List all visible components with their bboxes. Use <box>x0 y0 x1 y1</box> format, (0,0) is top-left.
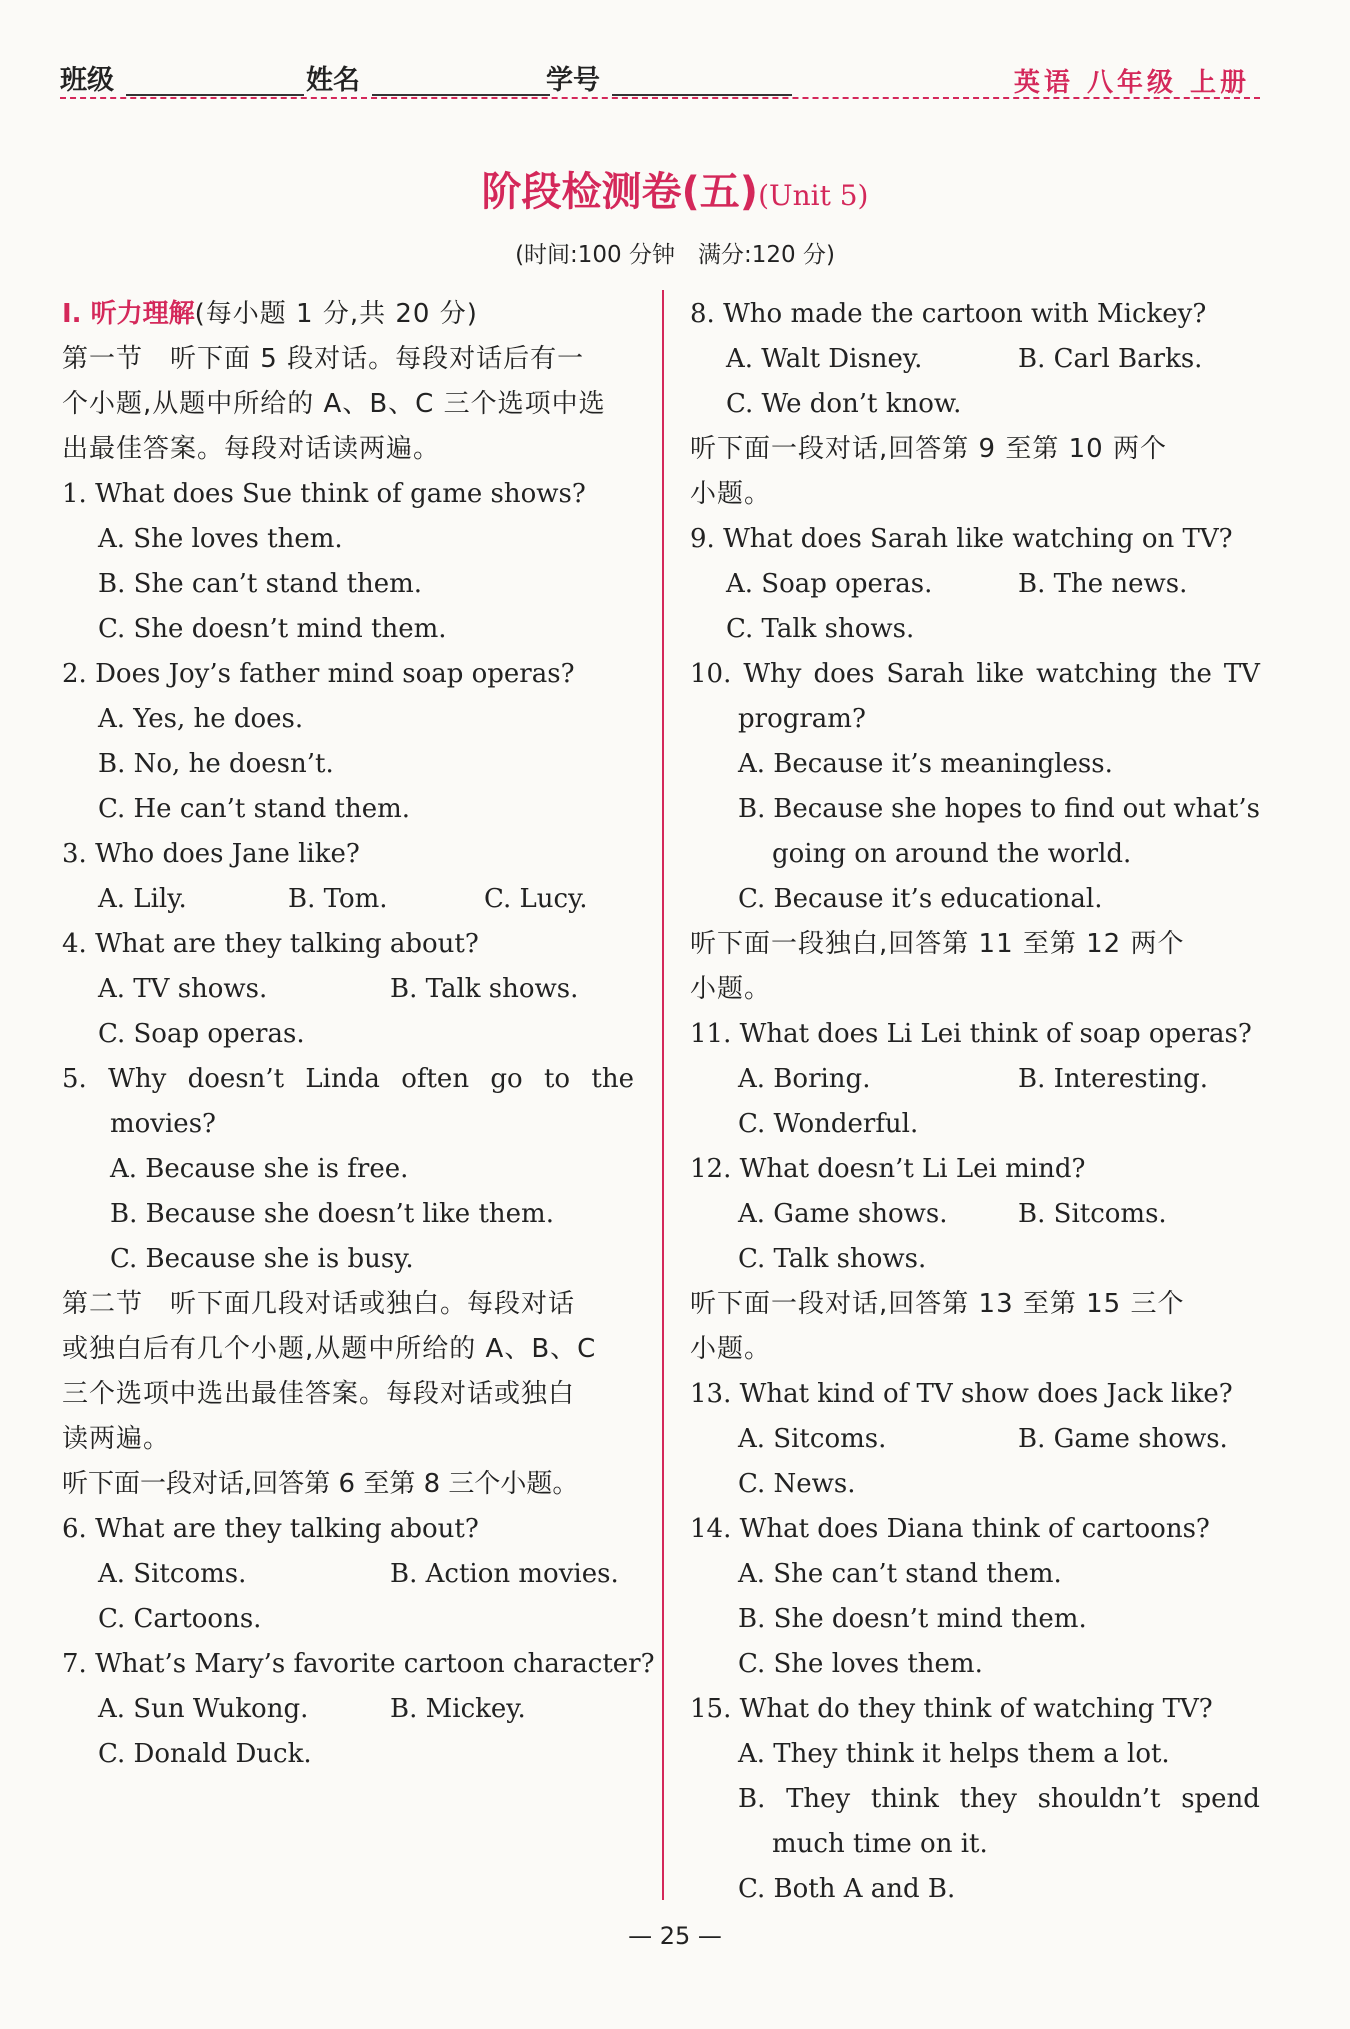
question-stem <box>690 652 1260 697</box>
stem-word: go <box>490 1064 523 1094</box>
option-row <box>62 1552 634 1597</box>
option-row <box>690 1417 1260 1462</box>
option[interactable]: A. Sun Wukong. <box>98 1694 309 1724</box>
option-cont: much time on it. <box>772 1829 988 1859</box>
stem-word: the <box>591 1064 634 1094</box>
stem-word: does <box>813 659 875 689</box>
question-stem: 2. Does Joy’s father mind soap operas? <box>62 659 575 689</box>
option[interactable]: B. Talk shows. <box>390 974 579 1004</box>
instruction: 听下面一段对话,回答第 9 至第 10 两个 <box>690 434 1167 464</box>
question-stem: 6. What are they talking about? <box>62 1514 479 1544</box>
question-stem: 8. Who made the cartoon with Mickey? <box>690 299 1207 329</box>
stem-word: Linda <box>305 1064 380 1094</box>
stem-word: doesn’t <box>187 1064 285 1094</box>
option[interactable]: C. Cartoons. <box>98 1604 262 1634</box>
title-main: 阶段检测卷(五) <box>481 169 759 215</box>
question-stem-cont: movies? <box>110 1109 216 1139</box>
option-word: B. <box>738 794 766 824</box>
question-stem <box>62 1057 634 1102</box>
option[interactable]: A. Walt Disney. <box>726 344 923 374</box>
option[interactable]: A. Sitcoms. <box>738 1424 887 1454</box>
option[interactable]: B. Interesting. <box>1018 1064 1209 1094</box>
header-divider <box>60 97 1260 99</box>
option-word: out <box>1122 794 1166 824</box>
option[interactable]: A. She can’t stand them. <box>738 1559 1062 1589</box>
option-word: to <box>1030 794 1057 824</box>
option-row <box>62 967 634 1012</box>
option[interactable]: A. They think it helps them a lot. <box>738 1739 1170 1769</box>
part1-line: 第一节 听下面 5 段对话。每段对话后有一 <box>62 344 585 374</box>
stem-word: 5. <box>62 1064 87 1094</box>
instruction: 听下面一段独白,回答第 11 至第 12 两个 <box>690 929 1185 959</box>
stem-word: Sarah <box>886 659 965 689</box>
option[interactable]: A. TV shows. <box>98 974 268 1004</box>
option-word: B. <box>738 1784 766 1814</box>
section-note: (每小题 1 分,共 20 分) <box>194 299 478 329</box>
option-row <box>690 562 1260 607</box>
option[interactable]: B. Because she doesn’t like them. <box>110 1199 554 1229</box>
stem-word: to <box>543 1064 571 1094</box>
question-stem-cont: program? <box>738 704 866 734</box>
option[interactable]: A. She loves them. <box>98 524 343 554</box>
option[interactable]: A. Soap operas. <box>726 569 933 599</box>
question-stem: 14. What does Diana think of cartoons? <box>690 1514 1210 1544</box>
option[interactable]: B. She doesn’t mind them. <box>738 1604 1087 1634</box>
option[interactable]: C. Talk shows. <box>738 1244 927 1274</box>
option[interactable]: B. Tom. <box>288 884 388 914</box>
option-word: they <box>959 1784 1017 1814</box>
option[interactable]: C. Because it’s educational. <box>738 884 1103 914</box>
part1-line: 出最佳答案。每段对话读两遍。 <box>62 434 441 464</box>
option[interactable]: C. Because she is busy. <box>110 1244 414 1274</box>
question-stem: 1. What does Sue think of game shows? <box>62 479 586 509</box>
question-stem: 12. What doesn’t Li Lei mind? <box>690 1154 1086 1184</box>
stem-word: often <box>401 1064 470 1094</box>
option[interactable]: B. Game shows. <box>1018 1424 1228 1454</box>
question-stem: 15. What do they think of watching TV? <box>690 1694 1213 1724</box>
question-stem: 9. What does Sarah like watching on TV? <box>690 524 1233 554</box>
option[interactable]: C. She doesn’t mind them. <box>98 614 447 644</box>
option[interactable]: B. No, he doesn’t. <box>98 749 334 779</box>
option[interactable] <box>690 1777 1260 1822</box>
option[interactable]: C. He can’t stand them. <box>98 794 411 824</box>
part2-line: 或独白后有几个小题,从题中所给的 A、B、C <box>62 1334 597 1364</box>
instruction: 小题。 <box>690 1334 772 1364</box>
option[interactable]: A. Because she is free. <box>110 1154 409 1184</box>
option-word: find <box>1064 794 1115 824</box>
option[interactable]: A. Yes, he does. <box>98 704 304 734</box>
stem-word: 10. <box>690 659 732 689</box>
option[interactable]: B. She can’t stand them. <box>98 569 423 599</box>
stem-word: watching <box>1036 659 1158 689</box>
left-column <box>62 292 655 1777</box>
question-stem: 3. Who does Jane like? <box>62 839 360 869</box>
instruction: 小题。 <box>690 974 772 1004</box>
column-divider <box>662 290 664 1900</box>
option[interactable] <box>690 787 1260 832</box>
option[interactable]: A. Lily. <box>98 884 187 914</box>
option[interactable]: A. Because it’s meaningless. <box>738 749 1113 779</box>
page-title <box>0 160 1350 217</box>
part2-line: 读两遍。 <box>62 1424 171 1454</box>
class-label: 班级 <box>60 65 114 96</box>
instruction: 听下面一段对话,回答第 6 至第 8 三个小题。 <box>62 1469 579 1499</box>
option[interactable]: C. News. <box>738 1469 856 1499</box>
option[interactable]: B. Sitcoms. <box>1018 1199 1167 1229</box>
option-word: They <box>786 1784 851 1814</box>
part1-line: 个小题,从题中所给的 A、B、C 三个选项中选 <box>62 389 606 419</box>
option-word: shouldn’t <box>1037 1784 1161 1814</box>
option-row <box>690 337 1260 382</box>
time-info: (时间:100 分钟 满分:120 分) <box>515 242 835 268</box>
option[interactable]: C. She loves them. <box>738 1649 983 1679</box>
question-stem: 4. What are they talking about? <box>62 929 479 959</box>
stem-word: the <box>1169 659 1212 689</box>
part2-line: 第二节 听下面几段对话或独白。每段对话 <box>62 1289 576 1319</box>
stem-word: like <box>976 659 1025 689</box>
id-label: 学号 <box>546 65 600 96</box>
option-row <box>690 1192 1260 1237</box>
option[interactable]: A. Game shows. <box>738 1199 948 1229</box>
option[interactable]: C. Both A and B. <box>738 1874 956 1904</box>
name-blank[interactable] <box>372 94 550 96</box>
option[interactable]: C. Soap operas. <box>98 1019 305 1049</box>
instruction: 小题。 <box>690 479 772 509</box>
option[interactable]: C. We don’t know. <box>726 389 962 419</box>
class-blank[interactable] <box>126 94 304 96</box>
option[interactable]: C. Wonderful. <box>738 1109 919 1139</box>
option-cont: going on around the world. <box>772 839 1132 869</box>
option[interactable]: C. Lucy. <box>484 884 588 914</box>
option-row <box>62 1687 634 1732</box>
option[interactable]: B. Carl Barks. <box>1018 344 1203 374</box>
right-column <box>690 292 1260 1912</box>
id-blank[interactable] <box>612 94 792 96</box>
option-row <box>62 877 634 922</box>
option[interactable]: A. Boring. <box>738 1064 871 1094</box>
option[interactable]: B. Mickey. <box>390 1694 526 1724</box>
stem-word: Why <box>743 659 802 689</box>
part2-line: 三个选项中选出最佳答案。每段对话或独白 <box>62 1379 576 1409</box>
option[interactable]: B. The news. <box>1018 569 1188 599</box>
stem-word: Why <box>108 1064 167 1094</box>
option[interactable]: C. Donald Duck. <box>98 1739 312 1769</box>
option-word: hopes <box>944 794 1023 824</box>
name-label: 姓名 <box>306 65 360 96</box>
page-number: — 25 — <box>628 1922 722 1950</box>
section-heading: Ⅰ. 听力理解 <box>62 299 195 329</box>
question-stem: 11. What does Li Lei think of soap operas? <box>690 1019 1252 1049</box>
option-word: think <box>870 1784 939 1814</box>
stem-word: TV <box>1223 659 1260 689</box>
option[interactable]: B. Action movies. <box>390 1559 619 1589</box>
subject-label: 英语 八年级 上册 <box>1013 68 1250 98</box>
option-word: Because <box>773 794 884 824</box>
title-unit: (Unit 5) <box>758 179 869 212</box>
option[interactable]: A. Sitcoms. <box>98 1559 247 1589</box>
option-word: she <box>891 794 937 824</box>
question-stem: 13. What kind of TV show does Jack like? <box>690 1379 1233 1409</box>
option[interactable]: C. Talk shows. <box>726 614 915 644</box>
question-stem: 7. What’s Mary’s favorite cartoon character? <box>62 1649 655 1679</box>
option-word: what’s <box>1173 794 1260 824</box>
instruction: 听下面一段对话,回答第 13 至第 15 三个 <box>690 1289 1185 1319</box>
option-row <box>690 1057 1260 1102</box>
option-word: spend <box>1181 1784 1260 1814</box>
